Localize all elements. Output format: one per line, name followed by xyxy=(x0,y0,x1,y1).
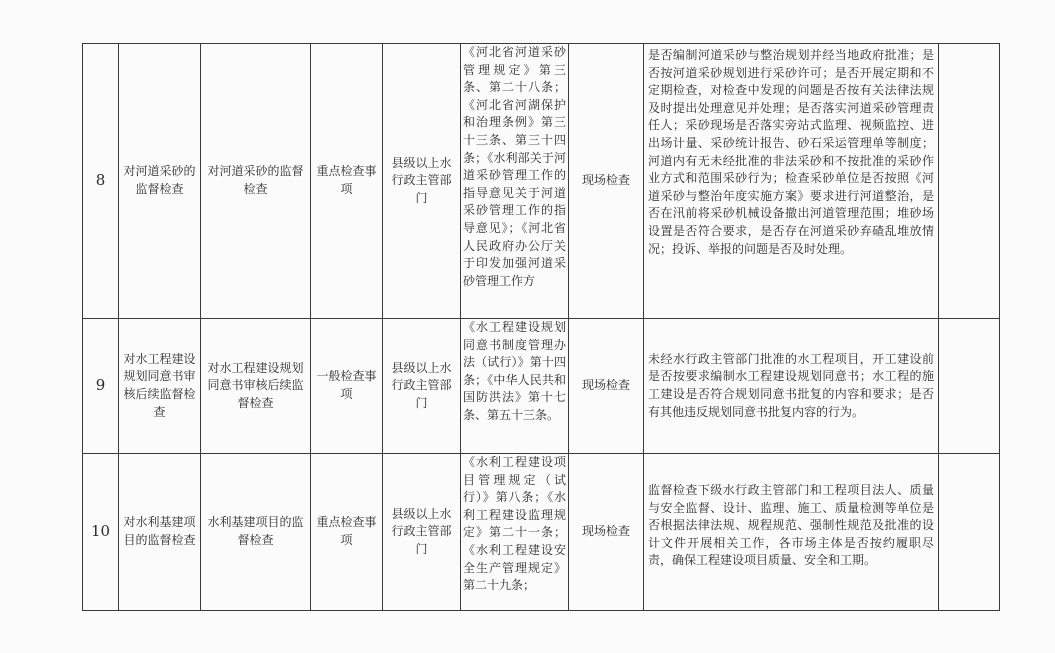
table-row xyxy=(83,44,1000,319)
row-number: 9 xyxy=(83,319,119,454)
inspection-object: 对河道采砂的监督检查 xyxy=(201,44,311,319)
inspection-item: 对河道采砂的监督检查 xyxy=(119,44,201,319)
legal-basis: 《河北省河道采砂管理规定》第三条、第二十八条；《河北省河湖保护和治理条例》第三十三条、第三十四条；《水利部关于河道采砂管理工作的指导意见关于河道采砂管理工作的指导意见》；《河北省人民政府办公厅关于印发加强河道采砂管理工作方 xyxy=(463,45,566,288)
inspection-method: 现场检查 xyxy=(569,454,644,611)
inspection-type: 重点检查事项 xyxy=(311,44,383,319)
inspection-item: 对水利基建项目的监督检查 xyxy=(119,454,201,611)
inspection-subject: 县级以上水行政主管部门 xyxy=(383,44,461,319)
inspection-type: 重点检查事项 xyxy=(311,454,383,611)
inspection-content: 监督检查下级水行政主管部门和工程项目法人、质量与安全监督、设计、监理、施工、质量检测等单位是否根据法律法规、规程规范、强制性规范及批准的设计文件开展相关工作，各市场主体是否按约履职尽责，确保工程建设项目质量、安全和工期。 xyxy=(644,454,939,611)
inspection-table xyxy=(82,43,1000,611)
inspection-type: 一般检查事项 xyxy=(311,319,383,454)
remark xyxy=(939,319,1000,454)
inspection-subject: 县级以上水行政主管部门 xyxy=(383,454,461,611)
legal-basis-cell xyxy=(461,44,569,319)
inspection-object: 对水工程建设规划同意书审核后续监督检查 xyxy=(201,319,311,454)
legal-basis-cell xyxy=(461,319,569,454)
legal-basis-cell xyxy=(461,454,569,611)
inspection-item: 对水工程建设规划同意书审核后续监督检查 xyxy=(119,319,201,454)
row-number: 10 xyxy=(83,454,119,611)
remark xyxy=(939,44,1000,319)
table-row xyxy=(83,454,1000,611)
inspection-subject: 县级以上水行政主管部门 xyxy=(383,319,461,454)
inspection-method: 现场检查 xyxy=(569,319,644,454)
inspection-object: 水利基建项目的监督检查 xyxy=(201,454,311,611)
inspection-content: 是否编制河道采砂与整治规划并经当地政府批准；是否按河道采砂规划进行采砂许可；是否开展定期和不定期检查，对检查中发现的问题是否按有关法律法规及时提出处理意见并处理；是否落实河道采砂管理责任人；采砂现场是否落实旁站式监理、视频监控、进出场计量、采砂统计报告、砂石采运管理单等制度；河道内有无未经批准的非法采砂和不按批准的采砂作业方式和范围采砂行为；检查采砂单位是否按照《河道采砂与整治年度实施方案》要求进行河道整治，是否在汛前将采砂机械设备撤出河道管理范围；堆砂场设置是否符合要求，是否存在河道采砂弃碴乱堆放情况；投诉、举报的问题是否及时处理。 xyxy=(644,44,939,319)
legal-basis: 《水利工程建设项目管理规定（试行）》第八条；《水利工程建设监理规定》第二十一条；《水利工程建设安全生产管理规定》第二十九条； xyxy=(463,455,566,593)
table-row xyxy=(83,319,1000,454)
inspection-content: 未经水行政主管部门批准的水工程项目，开工建设前是否按要求编制水工程建设规划同意书；水工程的施工建设是否符合规划同意书批复的内容和要求；是否有其他违反规划同意书批复内容的行为。 xyxy=(644,319,939,454)
inspection-method: 现场检查 xyxy=(569,44,644,319)
row-number: 8 xyxy=(83,44,119,319)
legal-basis: 《水工程建设规划同意书制度管理办法（试行）》第十四条；《中华人民共和国防洪法》第十七条、第五十三条。 xyxy=(463,320,566,422)
remark xyxy=(939,454,1000,611)
